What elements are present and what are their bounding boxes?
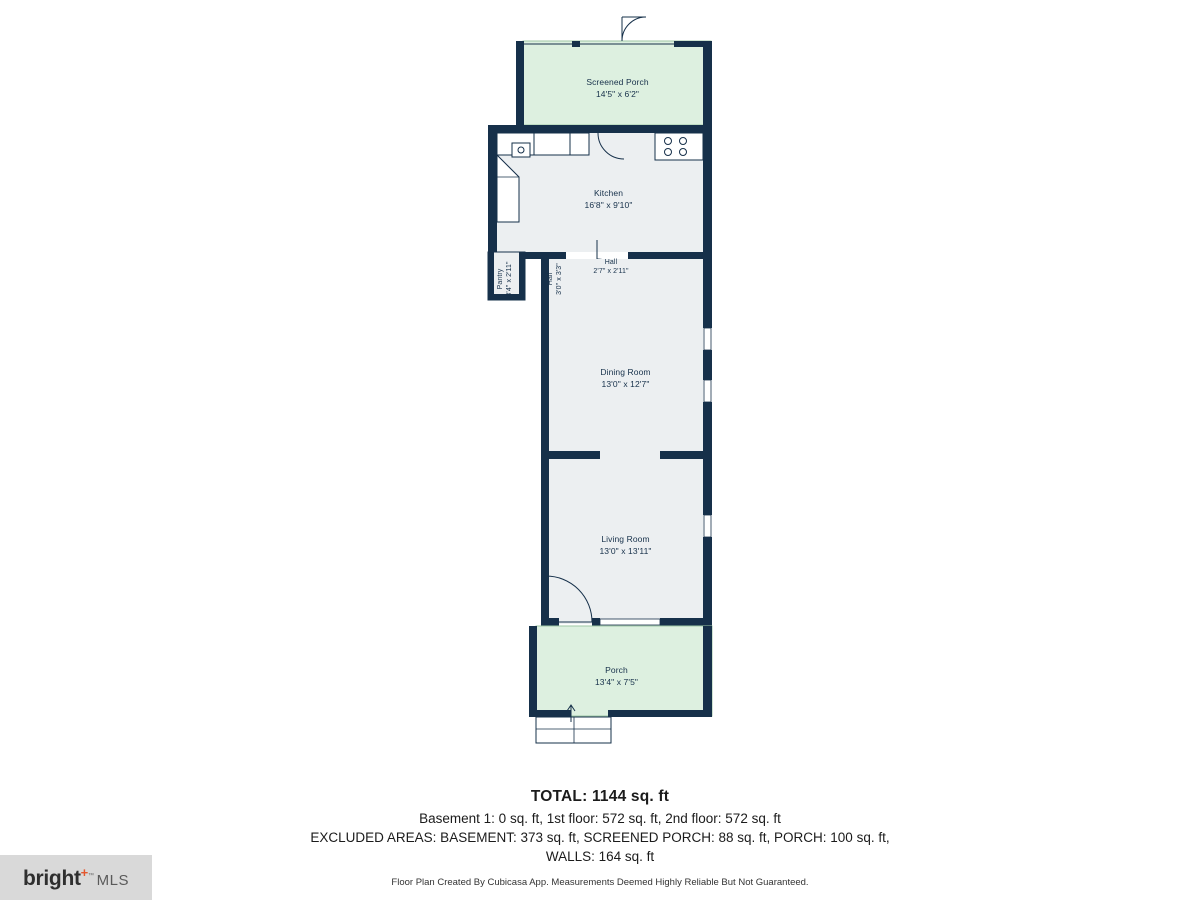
logo-mls-text: MLS (96, 871, 130, 889)
logo-bright-text: bright (22, 866, 81, 890)
area-summary (0, 788, 1200, 888)
room-label-hall-lower: Hall 2'7" x 2'11" (593, 259, 629, 275)
room-label-living-room: Living Room 13'0" x 13'11" (599, 534, 652, 556)
logo-trademark-icon: ™ (87, 872, 94, 879)
dining-room-shape (541, 258, 712, 459)
room-label-porch: Porch 13'4" x 7'5" (594, 665, 639, 687)
room-label-dining-room: Dining Room 13'0" x 12'7" (600, 367, 651, 389)
floor-breakdown: Basement 1: 0 sq. ft, 1st floor: 572 sq. ft, 2nd floor: 572 sq. ft (419, 811, 781, 826)
room-label-pantry: Pantry 3'4" x 2'11" (497, 261, 513, 297)
logo-plus-icon: + (80, 864, 88, 880)
room-label-kitchen: Kitchen 16'8" x 9'10" (584, 188, 633, 210)
disclaimer-note: Floor Plan Created By Cubicasa App. Measurements Deemed Highly Reliable But Not Guaranteed. (391, 877, 809, 888)
excluded-areas-line-2: WALLS: 164 sq. ft (545, 849, 655, 864)
logo-wordmark (23, 865, 129, 891)
total-area: TOTAL: 1144 sq. ft (530, 788, 670, 805)
excluded-areas-line-1: EXCLUDED AREAS: BASEMENT: 373 sq. ft, SCREENED PORCH: 88 sq. ft, PORCH: 100 sq. ft, (310, 830, 890, 845)
room-label-screened-porch: Screened Porch 14'5" x 6'2" (586, 77, 649, 99)
room-label-hall-upper: Hall 3'0" x 3'3" (547, 263, 563, 295)
bright-mls-logo (0, 855, 152, 900)
screened-porch-shape (516, 17, 712, 125)
